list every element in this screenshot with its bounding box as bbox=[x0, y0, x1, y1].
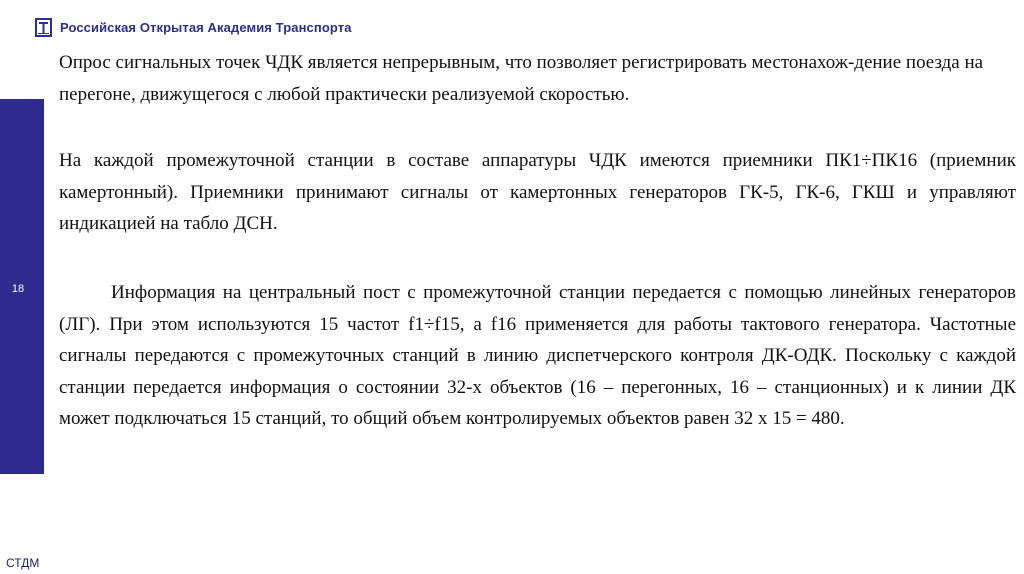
paragraph-2: На каждой промежуточной станции в составе аппаратуры ЧДК имеются приемники ПК1÷ПК16 (приемник камертонный). Приемники принимают сигналы от камертонных генераторов ГК-5, ГК-6, ГКШ и управляют индикацией на табло ДСН. bbox=[59, 150, 1016, 234]
paragraph-1: Опрос сигнальных точек ЧДК является непрерывным, что позволяет регистрировать местонахож-дение поезда на перегоне, движущегося с любой практически реализуемой скоростью. bbox=[59, 52, 984, 105]
paragraph-3: Информация на центральный пост с промежуточной станции передается с помощью линейных генераторов (ЛГ). При этом используются 15 частот f1÷f15, а f16 применяется для работы тактового генератора. Частотные сигналы передаются с промежуточных станций в линию диспетчерского контроля ДК-ОДК. Поскольку с каждой станции передается информация о состоянии 32-х объектов (16 – перегонных, 16 – станционных) и к линии ДК может подключаться 15 станций, то общий объем контролируемых объектов равен 32 х 15 = 480. bbox=[59, 282, 1016, 429]
footer-label: СТДМ bbox=[6, 556, 40, 570]
slide-number: 18 bbox=[11, 283, 25, 295]
academy-logo-icon bbox=[35, 18, 52, 37]
organization-name: Российская Открытая Академия Транспорта bbox=[60, 19, 352, 35]
header bbox=[35, 15, 352, 39]
